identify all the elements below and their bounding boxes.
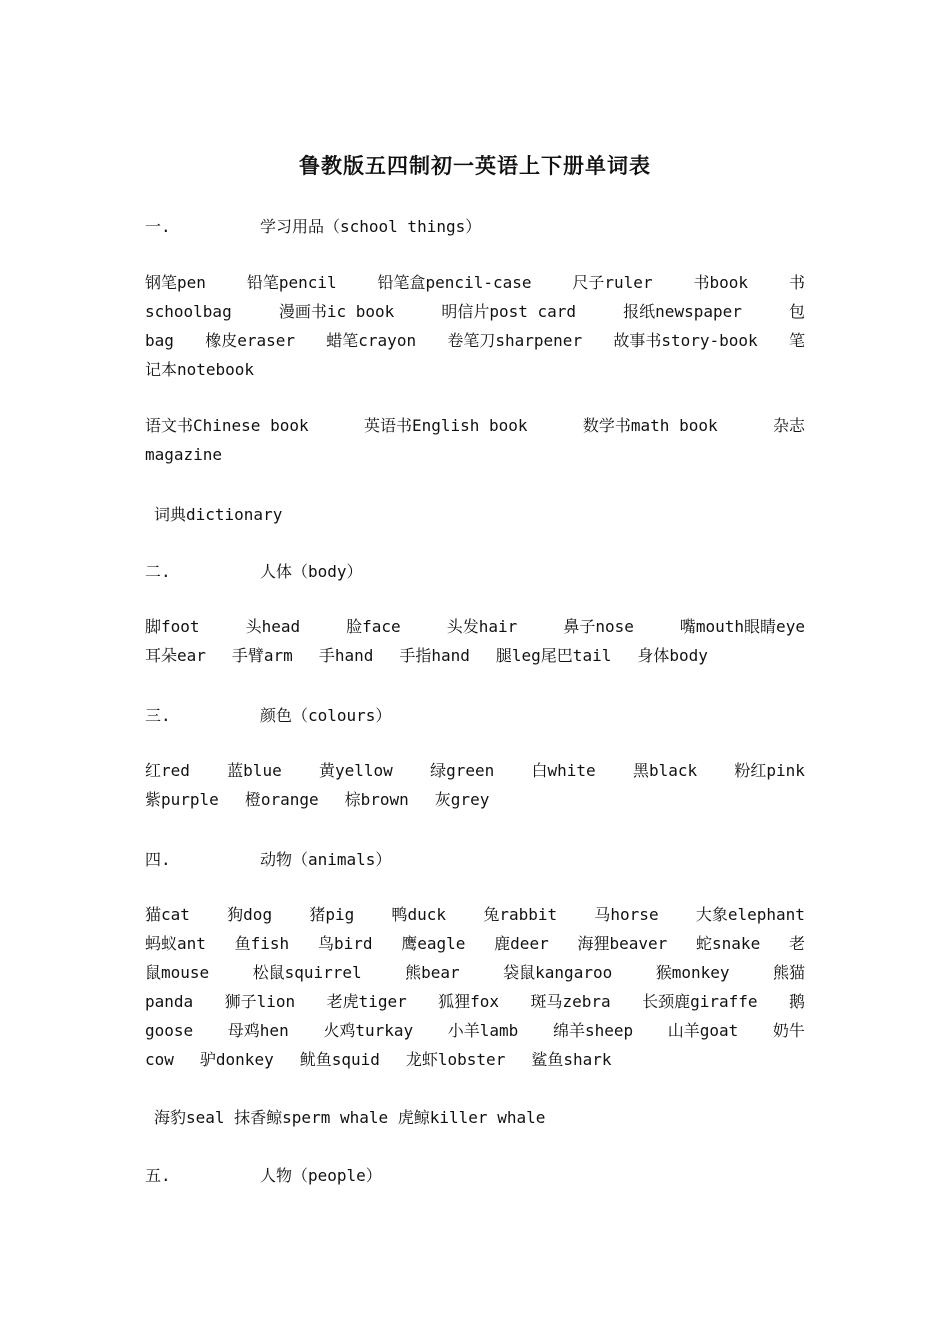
section-title: 学习用品（school things） — [260, 217, 482, 236]
word-entry: 小羊lamb — [447, 1021, 519, 1040]
word-entry: 驴donkey — [199, 1050, 274, 1069]
word-entry: 狐狸fox — [438, 992, 500, 1011]
word-entry-marine: 海豹seal 抹香鲸sperm whale 虎鲸killer whale — [154, 1108, 546, 1127]
word-entry: 头发hair — [446, 617, 518, 636]
word-entry: 母鸡hen — [227, 1021, 289, 1040]
word-entry: 鱿鱼squid — [299, 1050, 380, 1069]
section-number: 三. — [145, 706, 171, 725]
word-entry: 鸟bird — [317, 934, 373, 953]
word-entry: 蚂蚁ant — [145, 934, 206, 953]
word-line — [145, 1045, 805, 1074]
document-title: 鲁教版五四制初一英语上下册单词表 — [299, 153, 651, 178]
word-entry: 铅笔pencil — [246, 273, 337, 292]
word-entry: 黑black — [632, 761, 698, 780]
word-entry: 鹰eagle — [401, 934, 466, 953]
word-line — [145, 411, 805, 440]
word-entry: 熊猫 — [772, 963, 805, 982]
section-title: 动物（animals） — [260, 850, 392, 869]
word-entry: 笔 — [788, 331, 805, 350]
word-entry: cow — [145, 1050, 174, 1069]
word-entry: 灰grey — [434, 790, 490, 809]
word-line — [145, 900, 805, 929]
word-entry: 故事书story-book — [613, 331, 758, 350]
word-line — [145, 987, 805, 1016]
word-line — [145, 326, 805, 355]
word-entry: 蜡笔crayon — [326, 331, 417, 350]
word-entry: 钢笔pen — [145, 273, 206, 292]
word-entry: 猴monkey — [655, 963, 730, 982]
section-heading-4 — [145, 847, 391, 870]
word-entry: magazine — [145, 445, 223, 464]
word-entry: 长颈鹿giraffe — [642, 992, 758, 1011]
word-entry: 山羊goat — [667, 1021, 739, 1040]
word-entry: 鹅 — [788, 992, 805, 1011]
word-entry: 熊bear — [405, 963, 460, 982]
section-heading-1 — [145, 214, 481, 237]
word-entry: 杂志 — [772, 416, 805, 435]
word-entry: 袋鼠kangaroo — [503, 963, 613, 982]
word-line — [145, 785, 805, 814]
word-entry: 语文书Chinese book — [145, 416, 309, 435]
word-entry: 红red — [145, 761, 190, 780]
word-line — [145, 297, 805, 326]
word-entry: 腿leg尾巴tail — [495, 646, 612, 665]
word-entry: 大象elephant — [695, 905, 805, 924]
section-number: 一. — [145, 217, 171, 236]
section-1-words-2 — [145, 411, 805, 469]
word-entry: 橡皮eraser — [205, 331, 295, 350]
section-title: 人物（people） — [260, 1166, 382, 1185]
word-entry: 书book — [693, 273, 749, 292]
word-entry: 脚foot — [145, 617, 200, 636]
word-entry: 奶牛 — [772, 1021, 805, 1040]
word-line — [145, 1016, 805, 1045]
word-entry: 尺子ruler — [572, 273, 653, 292]
word-entry: 鼻子nose — [563, 617, 634, 636]
word-entry: 手臂arm — [231, 646, 293, 665]
section-3-words — [145, 756, 805, 814]
word-entry: 手hand — [318, 646, 374, 665]
word-entry: 松鼠squirrel — [252, 963, 362, 982]
section-number: 二. — [145, 562, 171, 581]
word-entry-dictionary: 词典dictionary — [154, 505, 283, 524]
word-line — [145, 641, 805, 670]
section-title: 颜色（colours） — [260, 706, 392, 725]
word-line — [145, 355, 805, 384]
word-entry: 数学书math book — [582, 416, 718, 435]
word-entry: 猪pig — [309, 905, 355, 924]
word-entry: 卷笔刀sharpener — [447, 331, 583, 350]
word-entry: 兔rabbit — [483, 905, 558, 924]
word-entry: 铅笔盒pencil-case — [377, 273, 532, 292]
word-entry: 身体body — [637, 646, 708, 665]
word-entry: 绿green — [430, 761, 495, 780]
word-entry: 记本notebook — [145, 360, 255, 379]
word-entry: 猫cat — [145, 905, 190, 924]
word-entry: 龙虾lobster — [405, 1050, 506, 1069]
section-number: 五. — [145, 1166, 171, 1185]
word-entry: 鲨鱼shark — [531, 1050, 612, 1069]
word-entry: 火鸡turkay — [323, 1021, 414, 1040]
section-number: 四. — [145, 850, 171, 869]
word-entry: 紫purple — [145, 790, 219, 809]
word-entry: 狮子lion — [224, 992, 296, 1011]
word-entry: 鼠mouse — [145, 963, 210, 982]
word-entry: 明信片post card — [441, 302, 577, 321]
word-line — [145, 268, 805, 297]
word-entry: 棕brown — [344, 790, 409, 809]
word-entry: 书 — [788, 273, 805, 292]
word-entry: 英语书English book — [363, 416, 528, 435]
section-title: 人体（body） — [260, 562, 363, 581]
word-line — [145, 958, 805, 987]
section-2-words — [145, 612, 805, 670]
word-entry: 报纸newspaper — [623, 302, 742, 321]
section-heading-2 — [145, 559, 363, 582]
word-line — [145, 612, 805, 641]
section-heading-5 — [145, 1163, 382, 1186]
section-heading-3 — [145, 703, 391, 726]
word-entry: 耳朵ear — [145, 646, 206, 665]
word-entry: bag — [145, 331, 174, 350]
word-entry: 手指hand — [399, 646, 470, 665]
word-entry: 白white — [531, 761, 596, 780]
word-entry: 头head — [245, 617, 301, 636]
word-entry: 橙orange — [244, 790, 319, 809]
word-entry: 绵羊sheep — [552, 1021, 634, 1040]
word-entry: 鱼fish — [234, 934, 290, 953]
word-entry: 包 — [788, 302, 805, 321]
section-4-words — [145, 900, 805, 1074]
word-line — [145, 440, 805, 469]
word-entry: 斑马zebra — [530, 992, 611, 1011]
word-entry: 狗dog — [227, 905, 273, 924]
word-entry: 粉红pink — [734, 761, 805, 780]
word-entry: 老 — [788, 934, 805, 953]
word-entry: 海狸beaver — [577, 934, 668, 953]
word-entry: 鸭duck — [391, 905, 447, 924]
word-entry: 黄yellow — [318, 761, 393, 780]
word-entry: schoolbag — [145, 302, 232, 321]
word-entry: 老虎tiger — [326, 992, 407, 1011]
word-entry: 脸face — [346, 617, 401, 636]
word-entry: 嘴mouth眼睛eye — [679, 617, 805, 636]
word-entry: 鹿deer — [494, 934, 549, 953]
word-line — [145, 929, 805, 958]
word-entry: panda — [145, 992, 194, 1011]
word-entry: 蛇snake — [696, 934, 761, 953]
word-entry: goose — [145, 1021, 194, 1040]
word-entry: 蓝blue — [227, 761, 282, 780]
word-entry: 马horse — [594, 905, 659, 924]
word-entry: 漫画书ic book — [278, 302, 395, 321]
word-line — [145, 756, 805, 785]
section-1-words — [145, 268, 805, 384]
